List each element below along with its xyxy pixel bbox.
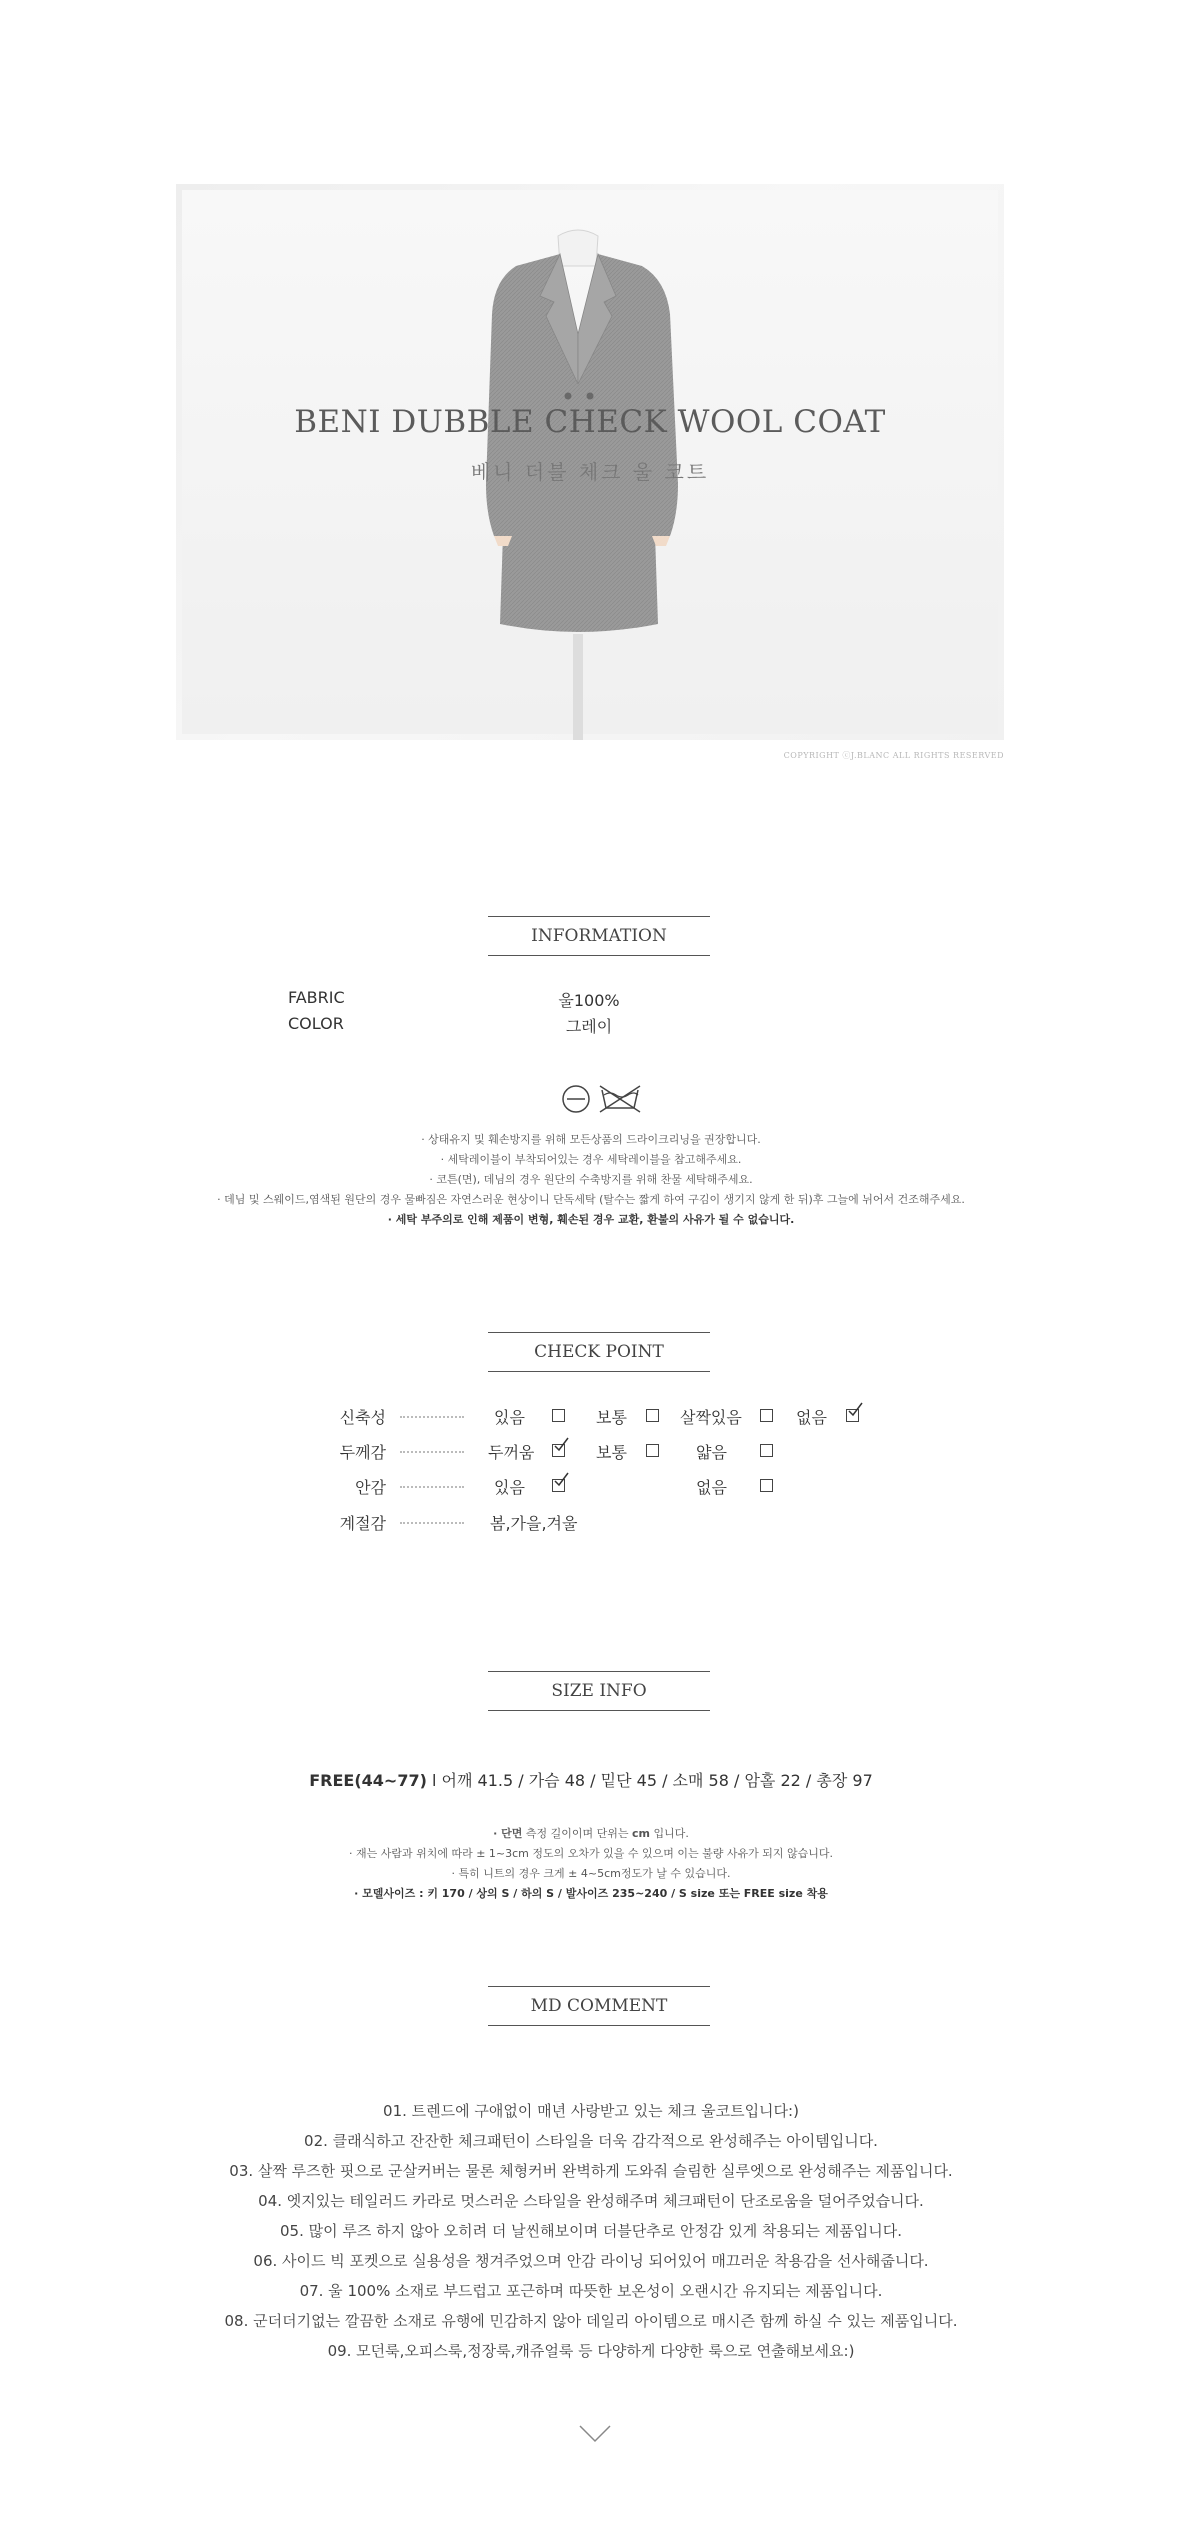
- season-value: 봄,가을,겨울: [490, 1514, 578, 1533]
- md-comment-line: 07. 울 100% 소재로 부드럽고 포근하며 따뜻한 보온성이 오랜시간 유지되는 제품입니다.: [299, 2282, 883, 2300]
- dotted-leader: [400, 1522, 464, 1524]
- info-key: COLOR: [288, 1014, 344, 1033]
- dotted-leader: [400, 1416, 464, 1418]
- check-option: 두꺼움: [488, 1443, 535, 1462]
- check-option: 보통: [596, 1443, 627, 1462]
- check-label-thickness: 두께감: [339, 1443, 386, 1462]
- checkbox-unchecked: [760, 1444, 773, 1457]
- check-label-season: 계절감: [339, 1514, 386, 1533]
- check-option: 얇음: [696, 1443, 727, 1462]
- information-heading: INFORMATION: [488, 916, 710, 956]
- chevron-down-icon[interactable]: [578, 2424, 612, 2444]
- size-measurements: [0, 1768, 1182, 1791]
- checkbox-checked: [846, 1409, 859, 1422]
- product-title: BENI DUBBLE CHECK WOOL COAT: [294, 404, 886, 440]
- size-note-tail: 입니다.: [650, 1827, 689, 1840]
- checkbox-checked: [552, 1444, 565, 1457]
- info-value: 울100%: [558, 991, 620, 1010]
- info-value: 그레이: [565, 1017, 613, 1036]
- md-comment-heading: MD COMMENT: [488, 1986, 710, 2026]
- check-option: 보통: [596, 1408, 627, 1427]
- product-subtitle: 베니 더블 체크 울 코트: [470, 460, 710, 484]
- md-comment-line: 09. 모던룩,오피스룩,정장룩,캐쥬얼룩 등 다양하게 다양한 룩으로 연출해보세요:): [327, 2342, 855, 2360]
- checkbox-unchecked: [646, 1444, 659, 1457]
- size-note-text: 측정 길이이며 단위는: [522, 1827, 633, 1840]
- size-note-unit: cm: [632, 1827, 650, 1840]
- do-not-wash-icon: [600, 1086, 640, 1112]
- dotted-leader: [400, 1451, 464, 1453]
- size-name: FREE(44~77): [309, 1771, 427, 1790]
- checkbox-unchecked: [646, 1409, 659, 1422]
- md-comment-line: 05. 많이 루즈 하지 않아 오히려 더 날씬해보이며 더블단추로 안정감 있게 착용되는 제품입니다.: [280, 2222, 902, 2240]
- check-label-lining: 안감: [355, 1478, 386, 1497]
- size-note-strong: · 단면: [493, 1827, 523, 1840]
- size-note: [0, 1824, 1182, 1844]
- hand-wash-icon: [563, 1086, 589, 1112]
- checkbox-checked: [552, 1479, 565, 1492]
- info-key: FABRIC: [288, 988, 345, 1007]
- size-info-heading: SIZE INFO: [488, 1671, 710, 1711]
- copyright-notice: COPYRIGHT ⓒJ.BLANC ALL RIGHTS RESERVED: [783, 751, 1004, 760]
- check-mark-icon: [848, 1402, 864, 1418]
- check-option: 없음: [796, 1408, 827, 1427]
- checkbox-unchecked: [760, 1479, 773, 1492]
- size-note: · 특히 니트의 경우 크게 ± 4~5cm정도가 날 수 있습니다.: [451, 1867, 731, 1880]
- checkbox-unchecked: [552, 1409, 565, 1422]
- size-note: · 재는 사람과 위치에 따라 ± 1~3cm 정도의 오차가 있을 수 있으며 이는 불량 사유가 되지 않습니다.: [348, 1847, 834, 1860]
- care-note: · 상태유지 및 훼손방지를 위해 모든상품의 드라이크리닝을 권장합니다.: [421, 1133, 761, 1146]
- check-point-heading: CHECK POINT: [488, 1332, 710, 1372]
- care-note: · 코튼(면), 데님의 경우 원단의 수축방지를 위해 찬물 세탁해주세요.: [429, 1173, 753, 1186]
- md-comment-line: 02. 클래식하고 잔잔한 체크패턴이 스타일을 더욱 감각적으로 완성해주는 아이템입니다.: [304, 2132, 878, 2150]
- check-option: 살짝있음: [680, 1408, 742, 1427]
- md-comment-line: 08. 군더더기없는 깔끔한 소재로 유행에 민감하지 않아 데일리 아이템으로 매시즌 함께 하실 수 있는 제품입니다.: [224, 2312, 958, 2330]
- check-option: 있음: [494, 1478, 525, 1497]
- checkbox-unchecked: [760, 1409, 773, 1422]
- check-mark-icon: [554, 1437, 570, 1453]
- md-comment-line: 04. 엣지있는 테일러드 카라로 멋스러운 스타일을 완성해주며 체크패턴이 단조로움을 덜어주었습니다.: [258, 2192, 924, 2210]
- care-warning: · 세탁 부주의로 인해 제품이 변형, 훼손된 경우 교환, 환불의 사유가 될 수 없습니다.: [387, 1213, 795, 1226]
- care-note: · 데님 및 스웨이드,염색된 원단의 경우 물빠짐은 자연스러운 현상이니 단독세탁 (탈수는 짧게 하여 구김이 생기지 않게 한 뒤)후 그늘에 뉘어서 건조해주세요.: [217, 1193, 965, 1206]
- check-mark-icon: [554, 1472, 570, 1488]
- check-label-elasticity: 신축성: [339, 1408, 386, 1427]
- md-comment-line: 01. 트렌드에 구애없이 매년 사랑받고 있는 체크 울코트입니다:): [383, 2102, 799, 2120]
- model-size-note: · 모델사이즈 : 키 170 / 상의 S / 하의 S / 발사이즈 235~240 / S size 또는 FREE size 착용: [354, 1887, 828, 1900]
- check-option: 없음: [696, 1478, 727, 1497]
- care-icons: [560, 1082, 642, 1116]
- size-values: l 어깨 41.5 / 가슴 48 / 밑단 45 / 소매 58 / 암홀 22 / 총장 97: [432, 1771, 873, 1790]
- dotted-leader: [400, 1486, 464, 1488]
- md-comment-line: 03. 살짝 루즈한 핏으로 군살커버는 물론 체형커버 완벽하게 도와줘 슬림한 실루엣으로 완성해주는 제품입니다.: [229, 2162, 953, 2180]
- product-hero-image: [176, 184, 1004, 740]
- care-note: · 세탁레이블이 부착되어있는 경우 세탁레이블을 참고해주세요.: [440, 1153, 742, 1166]
- md-comment-line: 06. 사이드 빅 포켓으로 실용성을 챙겨주었으며 안감 라이닝 되어있어 매끄러운 착용감을 선사해줍니다.: [253, 2252, 929, 2270]
- check-option: 있음: [494, 1408, 525, 1427]
